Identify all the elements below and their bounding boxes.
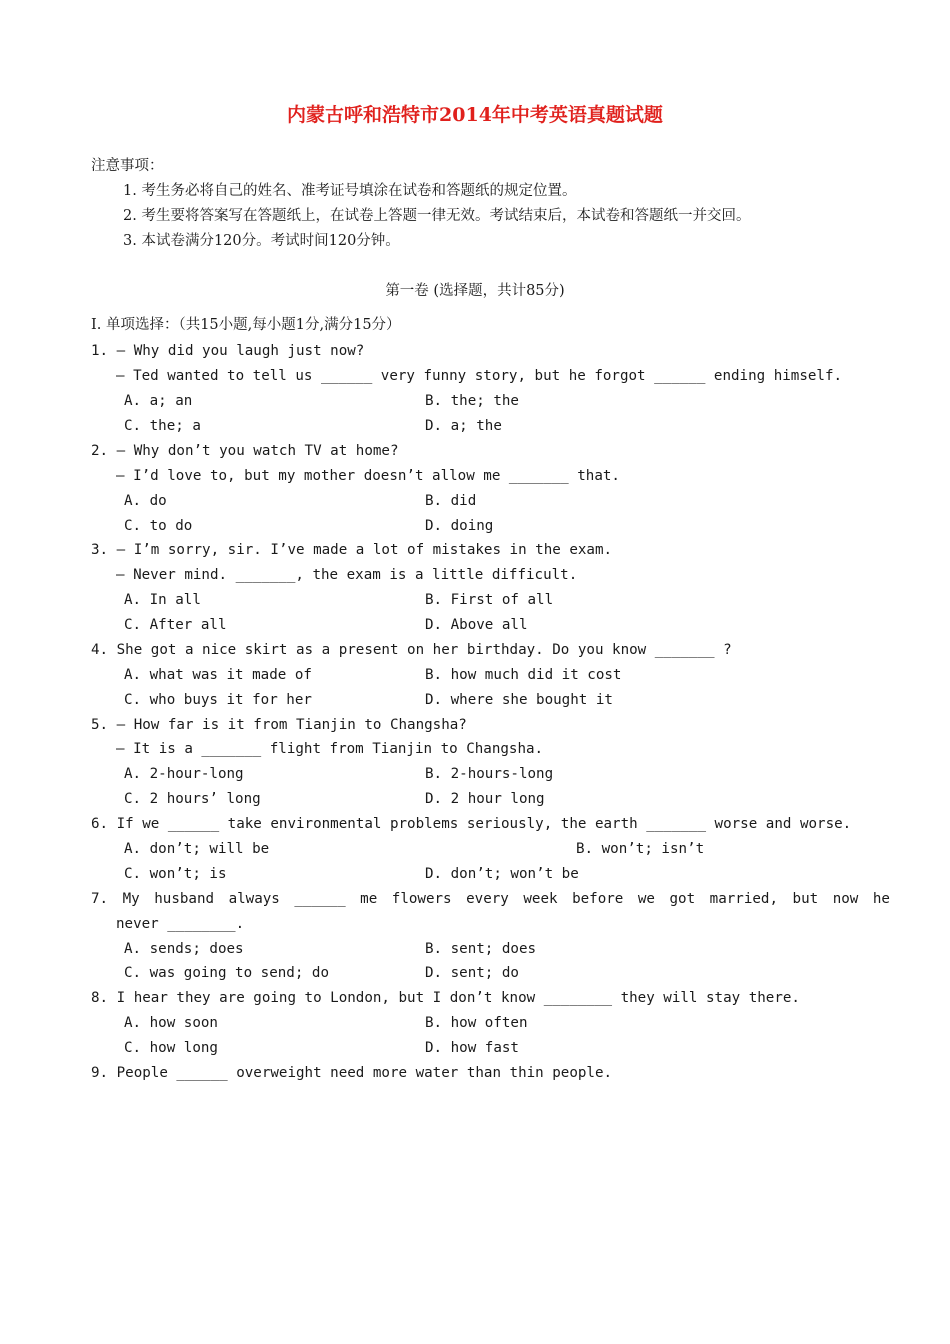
option-a: A. sends; does [124,941,244,957]
option-b: B. the; the [425,393,519,409]
option-a: A. don’t; will be [124,841,270,857]
option-c: C. how long [124,1040,218,1056]
option-a: A. 2-hour-long [124,766,244,782]
question-line: 7. My husband always ______ me flowers every week before we got married, but now he [91,891,890,907]
option-c: C. to do [124,518,193,534]
question-line: — I’d love to, but my mother doesn’t allow me _______ that. [116,468,620,484]
option-a: A. do [124,493,167,509]
option-c: C. who buys it for her [124,692,312,708]
option-a: A. how soon [124,1015,218,1031]
option-d: D. don’t; won’t be [425,866,579,882]
option-d: D. sent; do [425,965,519,981]
option-c: C. the; a [124,418,201,434]
question-line: 8. I hear they are going to London, but I don’t know ________ they will stay there. [91,990,800,1006]
question-line: — Ted wanted to tell us ______ very funny story, but he forgot ______ ending himself. [116,368,843,384]
option-b: B. 2-hours-long [425,766,554,782]
option-d: D. where she bought it [425,692,613,708]
option-a: A. a; an [124,393,193,409]
note-item: 1. 考生务必将自己的姓名、准考证号填涂在试卷和答题纸的规定位置。 [123,183,577,199]
option-d: D. a; the [425,418,502,434]
section-title: I. 单项选择：（共15小题,每小题1分,满分15分） [91,317,401,333]
question-line: 5. — How far is it from Tianjin to Changsha? [91,717,467,733]
option-b: B. how often [425,1015,528,1031]
option-d: D. how fast [425,1040,519,1056]
option-c: C. was going to send; do [124,965,329,981]
question-line: never ________. [116,916,245,932]
question-line: 4. She got a nice skirt as a present on her birthday. Do you know _______ ? [91,642,732,658]
note-item: 3. 本试卷满分120分。考试时间120分钟。 [123,233,400,249]
option-d: D. Above all [425,617,528,633]
option-b: B. sent; does [425,941,537,957]
question-line: — Never mind. _______, the exam is a little difficult. [116,567,578,583]
option-c: C. won’t; is [124,866,227,882]
option-d: D. doing [425,518,494,534]
option-b: B. how much did it cost [425,667,622,683]
notes-heading: 注意事项： [91,158,164,174]
option-d: D. 2 hour long [425,791,545,807]
question-line: — It is a _______ flight from Tianjin to Changsha. [116,741,544,757]
note-item: 2. 考生要将答案写在答题纸上，在试卷上答题一律无效。考试结束后，本试卷和答题纸一并交回。 [123,208,751,224]
option-a: A. In all [124,592,201,608]
option-c: C. 2 hours’ long [124,791,261,807]
question-line: 6. If we ______ take environmental problems seriously, the earth _______ worse and worse. [91,816,852,832]
part-title: 第一卷 (选择题，共计85分) [385,283,565,299]
question-line: 1. — Why did you laugh just now? [91,343,365,359]
option-b: B. did [425,493,477,509]
option-c: C. After all [124,617,227,633]
option-b: B. won’t; isn’t [576,841,705,857]
question-line: 9. People ______ overweight need more water than thin people. [91,1065,613,1081]
page-title: 内蒙古呼和浩特市2014年中考英语真题试题 [287,104,663,126]
option-b: B. First of all [425,592,554,608]
question-line: 3. — I’m sorry, sir. I’ve made a lot of mistakes in the exam. [91,542,613,558]
option-a: A. what was it made of [124,667,312,683]
question-line: 2. — Why don’t you watch TV at home? [91,443,399,459]
